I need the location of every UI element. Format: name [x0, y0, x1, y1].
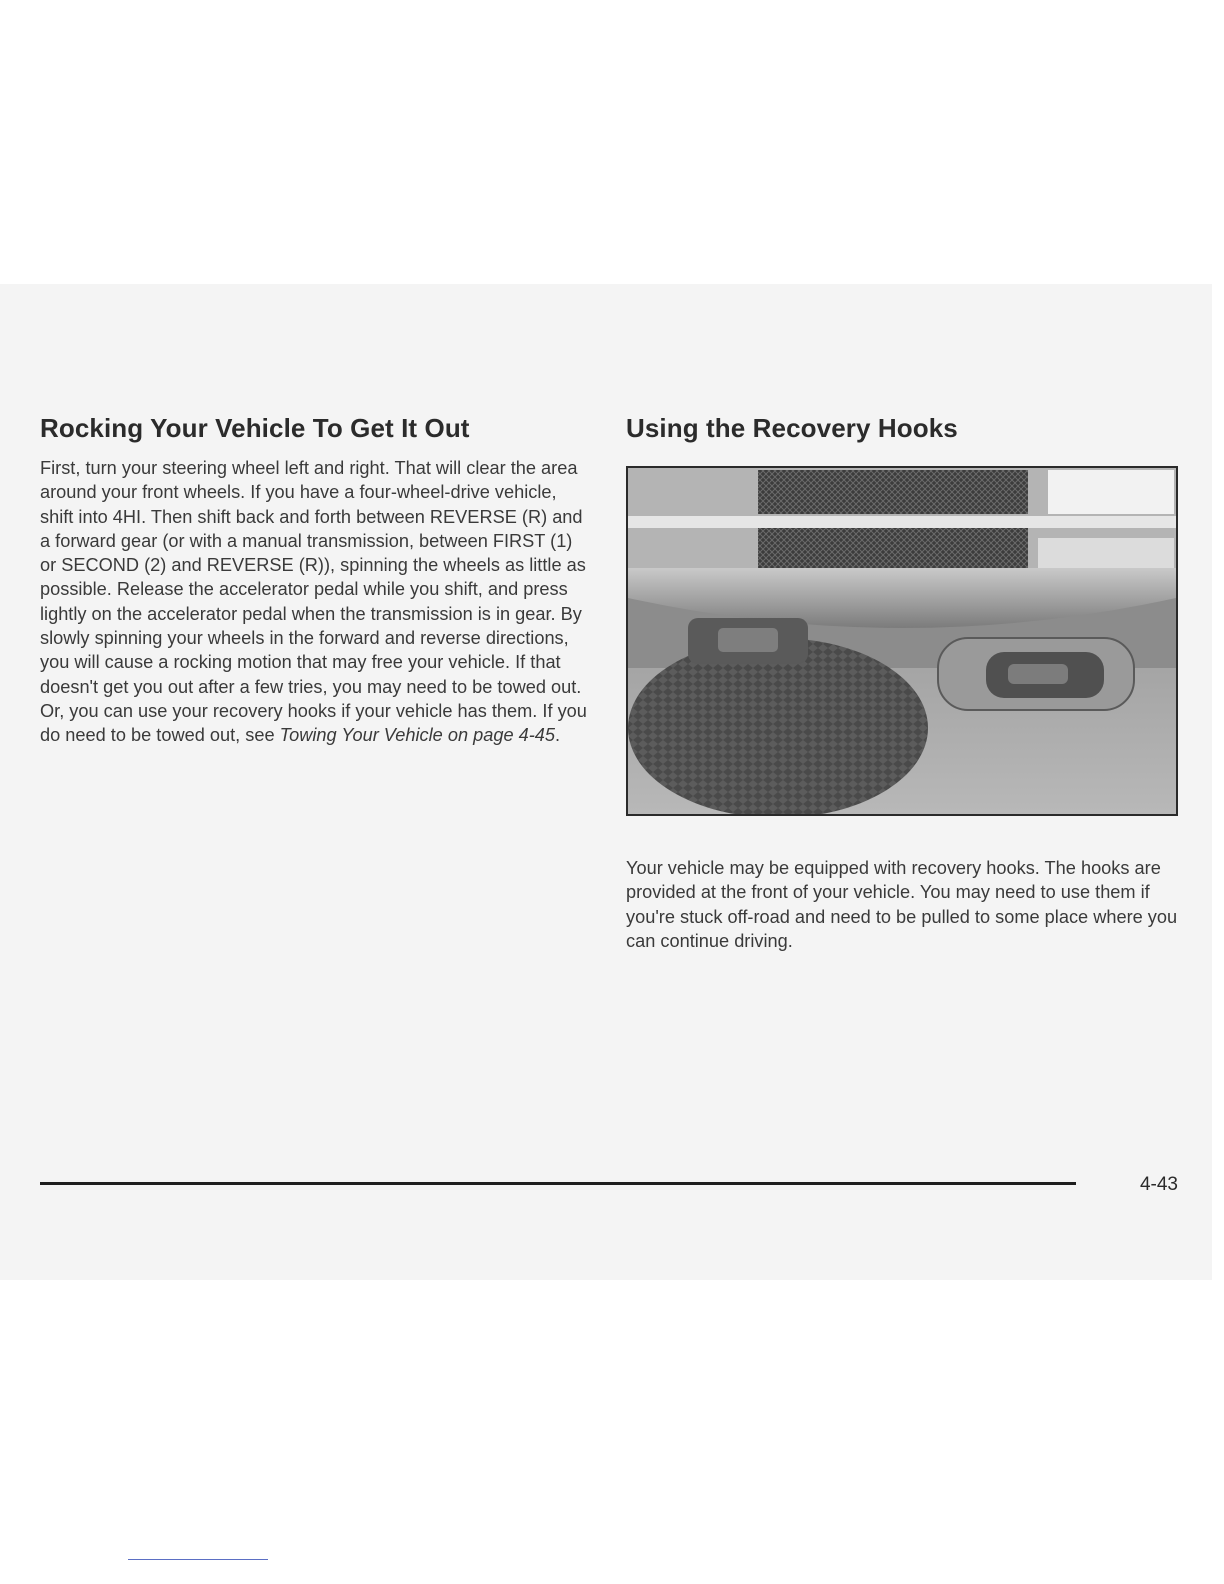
rocking-text: First, turn your steering wheel left and right. That will clear the area around your front wheels. If you have a four-wheel-drive vehicle, shift into 4HI. Then shift back and forth between REVERSE (R) and a forward gear (or with a manual transmission, between FIRST (1) or SECOND (2) and REVERSE (R)), spinning the wheels as little as possible. Release the accelerator pedal while you shift, and press lightly on the accelerator pedal when the transmission is in gear. By slowly spinning your wheels in the forward and reverse directions, you will cause a rocking motion that may free your vehicle. If that doesn't get you out after a few tries, you may need to be towed out. Or, you can use your recovery hooks if your vehicle has them. If you do need to be towed out, see — [40, 458, 587, 746]
hook-detail — [1008, 664, 1068, 684]
rocking-text-end: . — [555, 725, 561, 746]
chrome-bar — [628, 516, 1176, 528]
headlight — [1048, 470, 1174, 514]
footer-rule — [40, 1182, 1076, 1185]
towing-cross-reference[interactable]: Towing Your Vehicle on page 4-45 — [279, 725, 556, 746]
bumper-illustration — [628, 468, 1176, 814]
left-column — [40, 410, 592, 748]
rocking-instructions — [40, 456, 592, 748]
lower-grille — [758, 526, 1028, 568]
tire — [628, 638, 928, 814]
section-heading-rocking: Rocking Your Vehicle To Get It Out — [40, 413, 470, 443]
scan-artifact-line — [128, 1559, 268, 1560]
recovery-hooks-description: Your vehicle may be equipped with recovery hooks. The hooks are provided at the front of your vehicle. You may need to use them if you're stuck off-road and need to be pulled to some place where you can continue driving. — [626, 858, 1178, 951]
parking-light — [1038, 538, 1174, 572]
page-number: 4-43 — [1139, 1174, 1178, 1195]
hook-detail-left — [718, 628, 778, 652]
upper-grille — [758, 470, 1028, 514]
recovery-hooks-photo — [626, 466, 1178, 816]
right-column — [626, 410, 1178, 953]
section-heading-recovery-hooks: Using the Recovery Hooks — [626, 413, 958, 443]
